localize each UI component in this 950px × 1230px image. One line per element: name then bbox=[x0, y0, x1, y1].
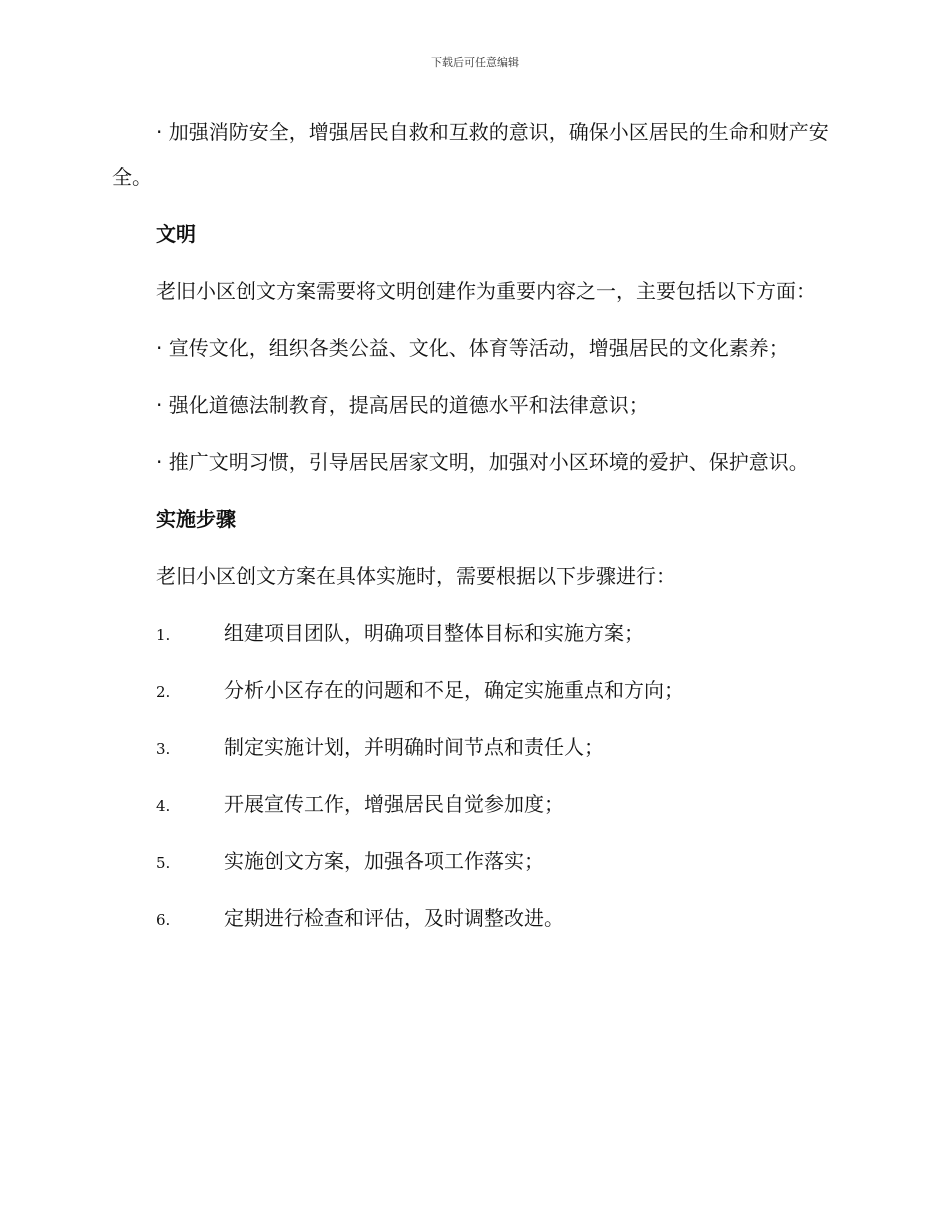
list-item bbox=[112, 896, 832, 941]
list-item-number: 3. bbox=[156, 740, 171, 758]
list-item-text: 开展宣传工作，增强居民自觉参加度； bbox=[224, 792, 564, 816]
civilization-intro-paragraph: 老旧小区创文方案需要将文明创建作为重要内容之一，主要包括以下方面： bbox=[156, 279, 816, 303]
document-body bbox=[112, 110, 832, 953]
section-heading-implementation: 实施步骤 bbox=[156, 507, 236, 531]
list-item bbox=[112, 839, 832, 884]
list-item bbox=[112, 725, 832, 770]
list-item bbox=[112, 668, 832, 713]
implementation-intro-paragraph: 老旧小区创文方案在具体实施时，需要根据以下步骤进行： bbox=[156, 564, 676, 588]
civilization-bullet: · 强化道德法制教育，提高居民的道德水平和法律意识； bbox=[156, 393, 649, 417]
list-item-text: 实施创文方案，加强各项工作落实； bbox=[224, 849, 544, 873]
list-item-number: 2. bbox=[156, 683, 171, 701]
section-heading-civilization: 文明 bbox=[156, 222, 196, 246]
implementation-steps-list bbox=[112, 611, 832, 941]
list-item bbox=[112, 611, 832, 656]
list-item-number: 5. bbox=[156, 854, 171, 872]
list-item-number: 6. bbox=[156, 911, 171, 929]
list-item-text: 制定实施计划，并明确时间节点和责任人； bbox=[224, 735, 604, 759]
header-note: 下载后可任意编辑 bbox=[431, 56, 519, 69]
civilization-bullet: · 推广文明习惯，引导居民居家文明，加强对小区环境的爱护、保护意识。 bbox=[156, 450, 809, 474]
list-item-number: 1. bbox=[156, 626, 171, 644]
list-item-number: 4. bbox=[156, 797, 171, 815]
list-item bbox=[112, 782, 832, 827]
civilization-bullet: · 宣传文化，组织各类公益、文化、体育等活动，增强居民的文化素养； bbox=[156, 336, 789, 360]
list-item-text: 组建项目团队，明确项目整体目标和实施方案； bbox=[224, 621, 644, 645]
list-item-text: 分析小区存在的问题和不足，确定实施重点和方向； bbox=[224, 678, 684, 702]
list-item-text: 定期进行检查和评估，及时调整改进。 bbox=[224, 906, 564, 930]
intro-bullet-paragraph: · 加强消防安全，增强居民自救和互救的意识，确保小区居民的生命和财产安全。 bbox=[112, 120, 829, 189]
